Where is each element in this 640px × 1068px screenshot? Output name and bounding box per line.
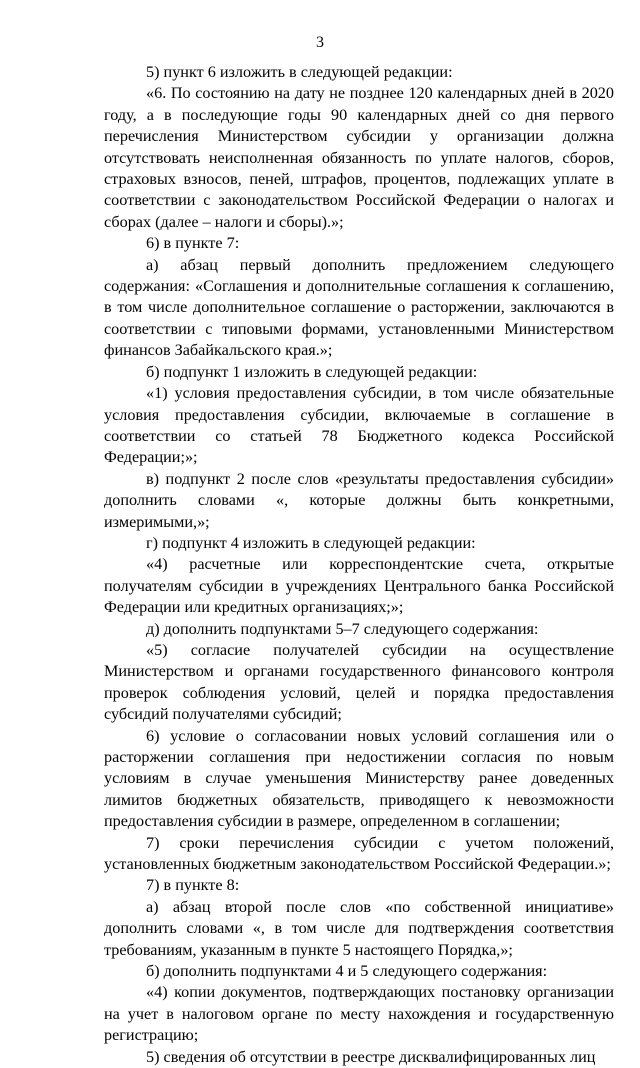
paragraph: б) дополнить подпунктами 4 и 5 следующего содержания: [146,962,548,981]
paragraph: «6. По состоянию на дату не позднее 120 календарных дней в 2020 году, а в последующие годы 90 календарных дней со дня первого перечисления Министерством субсидии у организации должна отсутствовать неисполненная обязанность по уплате налогов, сборов, страховых взносов, пеней, штрафов, процентов, подлежащих уплате в соответствии с законодательством Российской Федерации о налогах и сборах (далее – налоги и сборы).»; [104,84,614,231]
paragraph: «5) согласие получателей субсидии на осуществление Министерством и органами государственного финансового контроля проверок соблюдения условий, целей и порядка предоставления субсидий получателями субсидий; [104,640,614,724]
paragraph: в) подпункт 2 после слов «результаты предоставления субсидии» дополнить словами «, которые должны быть конкретными, измеримыми,»; [104,469,614,531]
paragraph: а) абзац второй после слов «по собственной инициативе» дополнить словами «, в том числе для подтверждения соответствия требованиям, указанным в пункте 5 настоящего Порядка,»; [104,897,614,959]
paragraph: «4) расчетные или корреспондентские счета, открытые получателям субсидии в учреждениях Центрального банка Российской Федерации или кредитных организациях;»; [104,555,614,617]
paragraph: д) дополнить подпунктами 5–7 следующего содержания: [146,619,539,638]
paragraph: 7) сроки перечисления субсидии с учетом положений, установленных бюджетным законодательством Российской Федерации.»; [104,833,614,874]
paragraph: 7) в пункте 8: [146,876,240,895]
paragraph: «1) условия предоставления субсидии, в том числе обязательные условия предоставления субсидии, включаемые в соглашение в соответствии со статьей 78 Бюджетного кодекса Российской Федерации;»; [104,384,614,467]
paragraph: а) абзац первый дополнить предложением следующего содержания: «Соглашения и дополнительные соглашения к соглашению, в том числе дополнительное соглашение о расторжении, заключаются в соответствии с типовыми формами, установленными Министерством финансов Забайкальского края.»; [104,255,614,360]
paragraph: 5) сведения об отсутствии в реестре дисквалифицированных лиц [146,1047,596,1066]
document-body [104,62,614,1068]
paragraph: 6) условие о согласовании новых условий соглашения или о расторжении соглашения при недостижении согласия по новым условиям в случае уменьшения Министерству ранее доведенных лимитов бюджетных обязательств, приводящего к невозможности предоставления субсидии в размере, определенном в соглашении; [104,726,614,831]
paragraph: 5) пункт 6 изложить в следующей редакции: [146,63,453,81]
paragraph: б) подпункт 1 изложить в следующей редакции: [146,362,478,381]
paragraph: «4) копии документов, подтверждающих постановку организации на учет в налоговом органе по месту нахождения и государственную регистрацию; [104,983,614,1045]
page-number: 3 [316,34,324,51]
paragraph: 6) в пункте 7: [146,234,240,253]
paragraph: г) подпункт 4 изложить в следующей редакции: [146,533,476,552]
